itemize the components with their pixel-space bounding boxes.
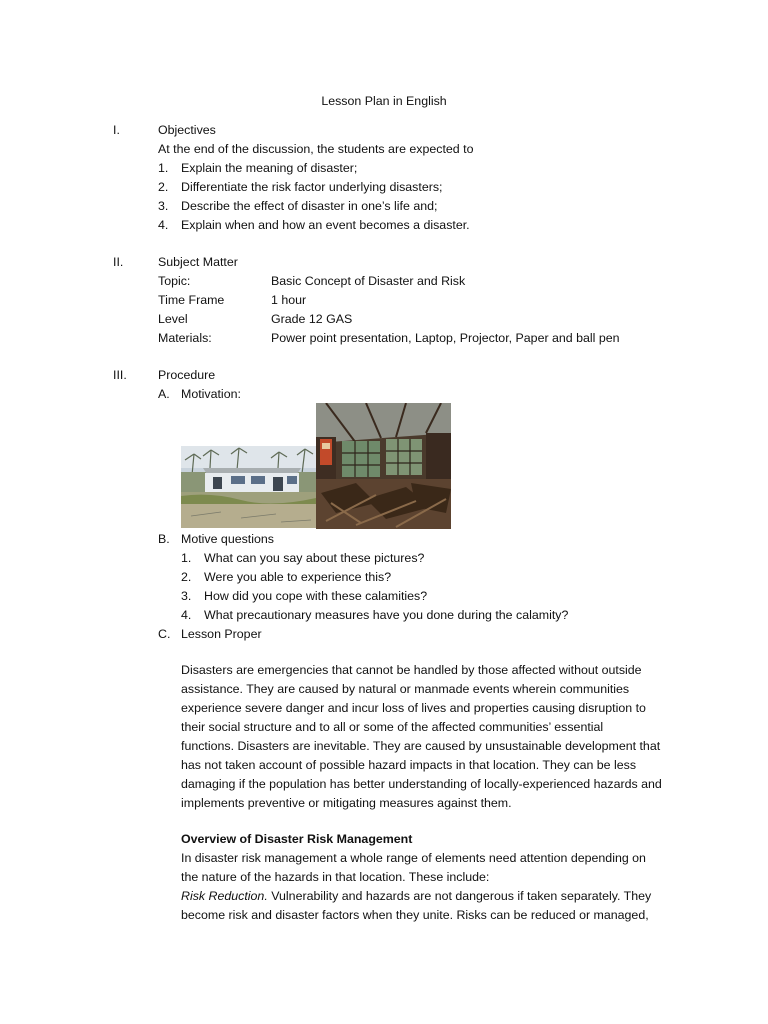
paragraph-line: implements preventive or mitigating measures against them. bbox=[181, 796, 512, 810]
paragraph-line: become risk and disaster factors when they unite. Risks can be reduced or managed, bbox=[181, 908, 649, 922]
risk-reduction-text: Vulnerability and hazards are not dangerous if taken separately. They bbox=[267, 889, 652, 903]
section-heading-subject-matter: Subject Matter bbox=[158, 255, 238, 269]
subject-label: Topic: bbox=[158, 274, 191, 288]
subject-value: 1 hour bbox=[271, 293, 307, 307]
disaster-photo-interior bbox=[316, 403, 451, 529]
list-item: What can you say about these pictures? bbox=[204, 551, 425, 565]
list-item: How did you cope with these calamities? bbox=[204, 589, 428, 603]
paragraph-line: damaging if the population has better understanding of locally-experienced hazards and bbox=[181, 777, 662, 791]
list-item: What precautionary measures have you done during the calamity? bbox=[204, 608, 569, 622]
paragraph-line: Disasters are emergencies that cannot be handled by those affected without outside bbox=[181, 663, 642, 677]
subject-value: Grade 12 GAS bbox=[271, 312, 353, 326]
sub-letter: B. bbox=[158, 532, 170, 546]
list-item: Differentiate the risk factor underlying disasters; bbox=[181, 180, 443, 194]
risk-reduction-label: Risk Reduction. bbox=[181, 889, 268, 903]
paragraph-line: assistance. They are caused by natural or manmade events wherein communities bbox=[181, 682, 630, 696]
sub-letter: C. bbox=[158, 627, 171, 641]
subject-value: Basic Concept of Disaster and Risk bbox=[271, 274, 466, 288]
risk-reduction-line bbox=[181, 888, 651, 904]
paragraph-line: functions. Disasters are inevitable. They are caused by unsustainable development that bbox=[181, 739, 661, 753]
disaster-photo-building bbox=[181, 446, 316, 528]
list-number: 4. bbox=[158, 218, 169, 232]
list-number: 1. bbox=[181, 551, 192, 565]
list-number: 3. bbox=[158, 199, 169, 213]
objectives-intro: At the end of the discussion, the students are expected to bbox=[158, 142, 474, 156]
paragraph-line: has not taken account of possible hazard impacts in that location. They can be less bbox=[181, 758, 637, 772]
motive-questions-label: Motive questions bbox=[181, 532, 274, 546]
list-item: Describe the effect of disaster in one’s life and; bbox=[181, 199, 438, 213]
section-number: II. bbox=[113, 255, 124, 269]
list-item: Explain the meaning of disaster; bbox=[181, 161, 358, 175]
list-number: 4. bbox=[181, 608, 192, 622]
disaster-photo-interior-graphic bbox=[316, 403, 451, 529]
section-number: I. bbox=[113, 123, 120, 137]
list-number: 1. bbox=[158, 161, 169, 175]
section-heading-objectives: Objectives bbox=[158, 123, 216, 137]
list-item: Explain when and how an event becomes a disaster. bbox=[181, 218, 470, 232]
overview-heading: Overview of Disaster Risk Management bbox=[181, 832, 413, 846]
paragraph-line: their social structure and to all or some of the affected communities’ essential bbox=[181, 720, 604, 734]
motivation-label: Motivation: bbox=[181, 387, 241, 401]
paragraph-line: the nature of the hazards in that location. These include: bbox=[181, 870, 490, 884]
subject-label: Materials: bbox=[158, 331, 212, 345]
disaster-photo-building-graphic bbox=[181, 446, 316, 528]
subject-label: Time Frame bbox=[158, 293, 225, 307]
subject-value: Power point presentation, Laptop, Projector, Paper and ball pen bbox=[271, 331, 620, 345]
list-number: 2. bbox=[158, 180, 169, 194]
sub-letter: A. bbox=[158, 387, 170, 401]
list-number: 2. bbox=[181, 570, 192, 584]
paragraph-line: experience severe danger and incur loss of lives and properties causing disruption to bbox=[181, 701, 646, 715]
page-title: Lesson Plan in English bbox=[321, 94, 447, 108]
section-number: III. bbox=[113, 368, 127, 382]
list-item: Were you able to experience this? bbox=[204, 570, 392, 584]
list-number: 3. bbox=[181, 589, 192, 603]
subject-label: Level bbox=[158, 312, 188, 326]
lesson-proper-label: Lesson Proper bbox=[181, 627, 262, 641]
section-heading-procedure: Procedure bbox=[158, 368, 216, 382]
paragraph-line: In disaster risk management a whole range of elements need attention depending on bbox=[181, 851, 646, 865]
